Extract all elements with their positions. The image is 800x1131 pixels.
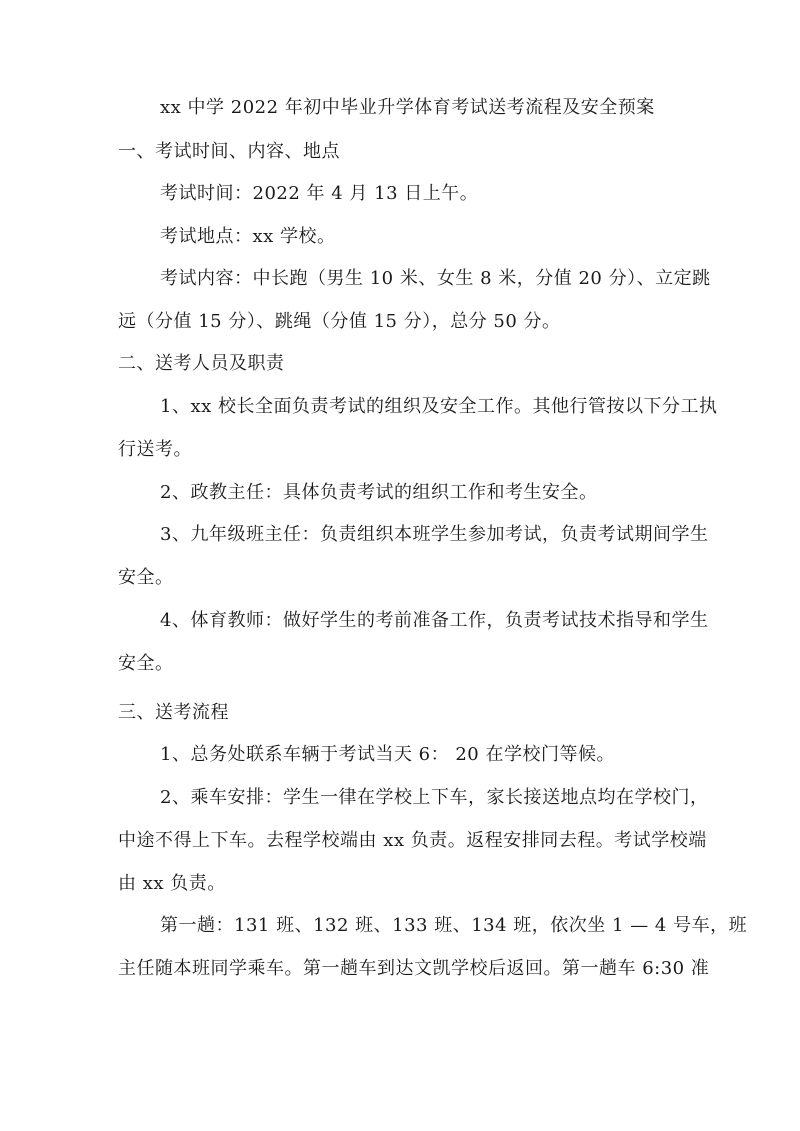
duty-item-3-line1: 3、九年级班主任：负责组织本班学生参加考试，负责考试期间学生 <box>160 524 709 545</box>
process-item-2-line1: 2、乘车安排：学生一律在学校上下车，家长接送地点均在学校门， <box>160 787 709 808</box>
duty-item-2: 2、政教主任：具体负责考试的组织工作和考生安全。 <box>160 482 598 503</box>
duty-item-1-line2: 行送考。 <box>118 439 192 460</box>
duty-item-1-line1: 1、xx 校长全面负责考试的组织及安全工作。其他行管按以下分工执 <box>160 396 718 417</box>
section-1-heading: 一、考试时间、内容、地点 <box>118 141 340 162</box>
duty-item-4-line1: 4、体育教师：做好学生的考前准备工作，负责考试技术指导和学生 <box>160 610 709 631</box>
process-item-1: 1、总务处联系车辆于考试当天 6： 20 在学校门等候。 <box>160 744 615 765</box>
duty-item-3-line2: 安全。 <box>118 567 174 588</box>
exam-time-text: 考试时间：2022 年 4 月 13 日上午。 <box>160 183 479 204</box>
trip-1-line1: 第一趟：131 班、132 班、133 班、134 班，依次坐 1 — 4 号车，班 <box>160 915 748 936</box>
exam-content-text-line2: 远（分值 15 分）、跳绳（分值 15 分），总分 50 分。 <box>118 311 561 332</box>
process-item-2-line2: 中途不得上下车。去程学校端由 xx 负责。返程安排同去程。考试学校端 <box>118 830 707 851</box>
duty-item-4-line2: 安全。 <box>118 653 174 674</box>
section-2-heading: 二、送考人员及职责 <box>118 353 285 374</box>
trip-1-line2: 主任随本班同学乘车。第一趟车到达文凯学校后返回。第一趟车 6:30 准 <box>118 958 710 979</box>
section-3-heading: 三、送考流程 <box>118 702 229 723</box>
exam-content-text-line1: 考试内容：中长跑（男生 10 米、女生 8 米，分值 20 分）、立定跳 <box>160 268 711 289</box>
process-item-2-line3: 由 xx 负责。 <box>118 873 226 894</box>
document-title: xx 中学 2022 年初中毕业升学体育考试送考流程及安全预案 <box>160 97 655 118</box>
exam-place-text: 考试地点：xx 学校。 <box>160 226 336 247</box>
